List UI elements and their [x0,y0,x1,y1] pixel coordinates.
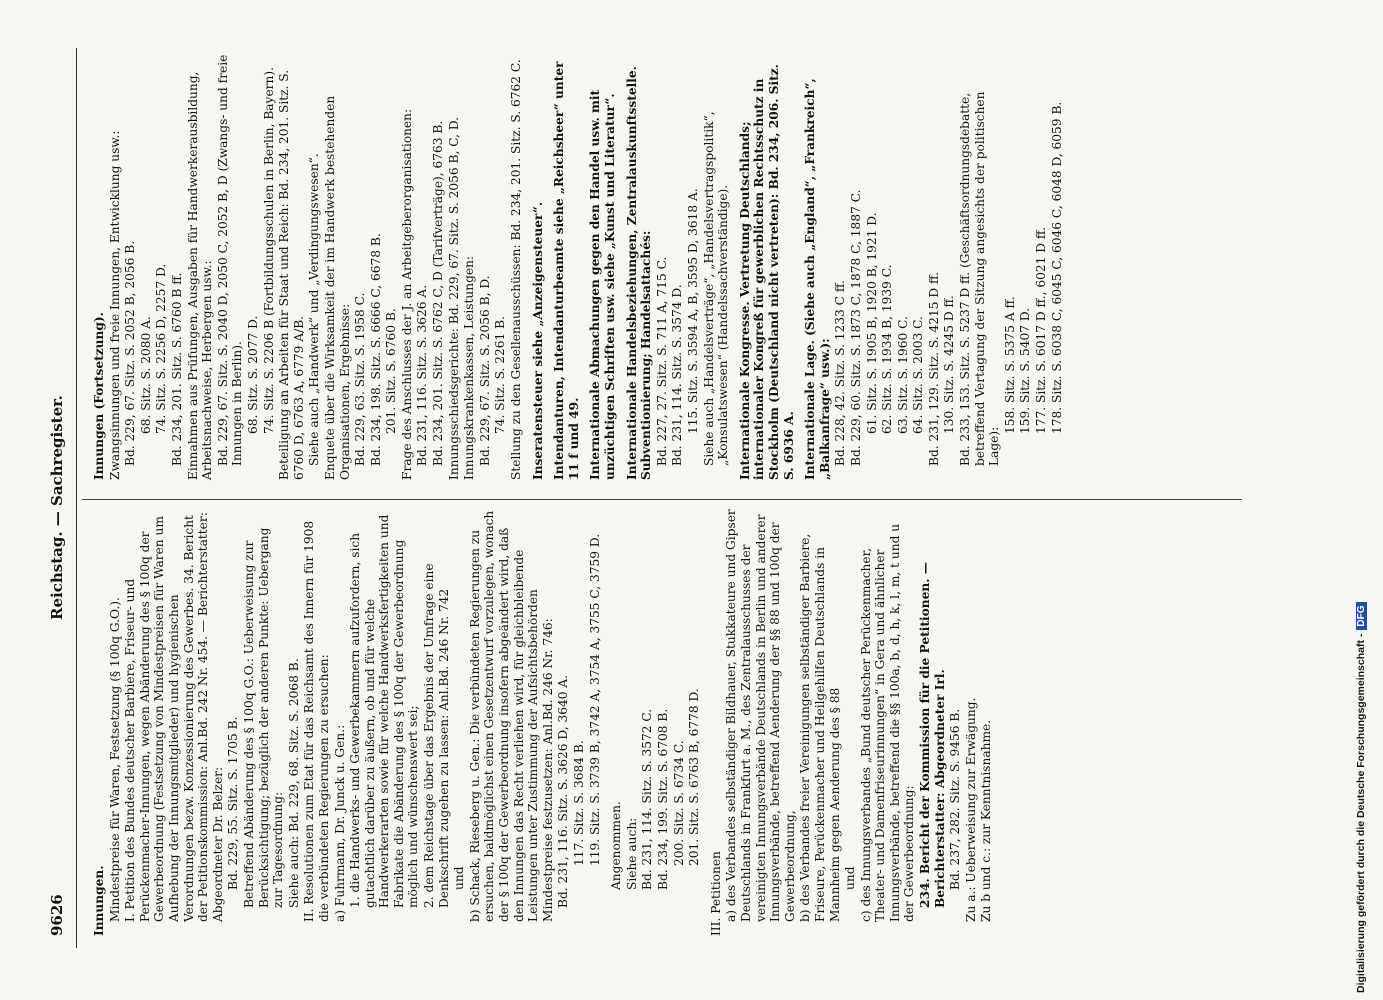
entry-text: b) Schack, Rieseberg u. Gen.: Die verbündeten Regierungen zu ersuchen, baldmöglichst einen Gesetzentwurf vorzulegen, wonach der § 100q der Gewerbeordnung insofern abgeändert wird, daß den Innungen das Recht verliehen wird, für gleichbleibende Leistungen unter Zustimmung der Aufsichtsbehörden Mindestpreise festzusetzen: Anl.Bd. 246 Nr. 746: [467,510,555,922]
entry-heading: Internationale Kongresse. Vertretung Deutschlands; internationaler Kongreß für gewerblichen Rechtsschutz in Stockholm (Deutschland nicht vertreten): Bd. 234, 206. Sitz. S. 6936 A. [737,64,796,480]
reference-line: 177. Sitz. S. 6017 D ff., 6021 D ff. [1034,226,1049,434]
reference-line: Bd. 231, 116. Sitz. S. 3626 A. [415,284,430,466]
entry-heading: Innungen (Fortsetzung). [92,312,106,480]
reference-line: 117. Sitz. S. 3684 B. [572,740,586,866]
entry-text: 2. dem Reichstage über das Ergebnis der Umfrage eine Denkschrift zugehen zu lassen: Anl.Bd. 246 Nr. 742 [422,563,451,908]
entry-text: Stellung zu den Gesellenausschüssen: Bd. 234, 201. Sitz. S. 6762 C. [509,59,524,480]
entry-text: Betreffend Abänderung des § 100q G.O.: Ueberweisung zur Berücksichtigung; bezüglich der anderen Punkte: Uebergang zur Tagesordnung: [241,527,286,908]
reference-line: 200. Sitz. S. 6734 C. [671,740,686,866]
entry-heading: Internationale Abmachungen gegen den Handel usw. mit unzüchtigen Schriften usw. siehe „Kunst und Literatur“. [588,89,617,480]
dfg-stamp-text [1355,8,1377,993]
reference-line: Bd. 237, 282. Sitz. S. 9456 B. [948,708,963,890]
entry-text: Zu b und c.: zur Kenntnisnahme. [979,719,994,922]
entry-text: Enquete über die Wirksamkeit der im Handwerk bestehenden Organisationen, Ergebnisse: [322,95,352,480]
entry-text: und [452,866,467,890]
page-header [28,0,64,1000]
reference-line: Bd. 231, 129. Sitz. S. 4215 D ff. [926,271,941,466]
left-column [92,506,995,936]
entry-heading: Inseratensteuer siehe „Anzeigensteuer“. [530,201,545,480]
reference-line: Bd. 231, 116. Sitz. S. 3626 D, 3640 A. [556,674,571,908]
entry-text: Innungskrankenkassen, Leistungen: [462,255,477,480]
entry-text: Mindestpreise für Waren, Festsetzung (§ 100q G.O.). [107,597,122,922]
reference-line: Bd. 228, 42. Sitz. S. 1233 C ff. [833,280,848,466]
reference-line: 63. Sitz. S. 1960 C. [895,316,910,434]
entry-heading: Internationale Handelsbeziehungen, Zentralauskunftsstelle. Subventionierung; Handelsattachés: [624,66,654,480]
page-number: 9626 [48,894,66,936]
entry-heading: Innungen. [92,865,106,936]
reference-line: Bd. 229, 55. Sitz. S. 1705 B. [226,716,241,890]
entry-text: 234. Bericht der Kommission für die Petitionen. — Berichterstatter: Abgeordneter Irl. [918,562,947,908]
entry-text: Innungsschiedsgerichte: Bd. 229, 67. Sitz. S. 2056 B, C, D. [446,116,461,480]
reference-line: Bd. 229, 60. Sitz. S. 1873 C, 1878 C, 1887 C. [848,189,863,466]
reference-line: Bd. 233, 153. Sitz. S. 5237 D ff. (Geschäftsordnungsdebatte, betreffend Vertagung der Sitzung angesichts der politischen Lage): [958,91,1002,466]
reference-line: 74. Sitz. S. 2256 D, 2257 D. [154,263,169,434]
dfg-funding-stamp [1355,8,1377,993]
reference-line: 68. Sitz. S. 2077 D. [245,315,260,434]
reference-line: 74. Sitz. S. 2206 B (Fortbildungsschulen in Berlin, Bayern). [261,67,276,434]
entry-text: II. Resolutionen zum Etat für das Reichsamt des Innern für 1908 die verbündeten Regierungen zu ersuchen: [302,520,331,922]
entry-text: Angenommen. [609,801,624,890]
entry-text: c) des Innungsverbandes „Bund deutscher Perückenmacher, Theater- und Damenfriseurinnungen“ in Gera und ähnlicher Innungsverbände, betreffend die §§ 100a, b, d, h, k, l, m, t und u der Gewerbeordnung: [858,523,917,922]
entry-text: Siehe auch „Handelsverträge“, „Handelsvertragspolitik“, „Konsulatswesen“ (Handelssachverständige). [701,111,731,466]
entry-text: a) Fuhrmann, Dr. Junck u. Gen.: [332,724,347,922]
reference-line: 178. Sitz. S. 6038 C, 6045 C, 6046 C, 6048 D, 6059 B. [1049,101,1064,434]
dfg-logo: DFG [1356,603,1367,630]
reference-line: Bd. 234, 199. Sitz. S. 6708 B. [655,708,670,890]
header-rule [76,48,77,948]
reference-line: 62. Sitz. S. 1934 B, 1939 C. [880,264,895,434]
reference-line: 115. Sitz. S. 3594 A, B, 3595 D, 3618 A. [685,188,700,434]
reference-line: 158. Sitz. S. 5375 A ff. [1002,296,1017,434]
reference-line: 61. Sitz. S. 1905 B, 1920 B, 1921 D. [864,212,879,434]
reference-line: 64. Sitz. S. 2003 C. [911,316,926,434]
reference-line: Bd. 229, 67. Sitz. S. 2040 D, 2050 C, 2052 B, D (Zwangs- und freie Innungen in Berlin). [215,54,245,466]
reference-line: Bd. 229, 67. Sitz. S. 2056 B, D. [477,275,492,466]
entry-text: Siehe auch: [624,817,639,890]
reference-line: 130. Sitz. S. 4245 D ff. [942,295,957,434]
reference-line: Bd. 229, 63. Sitz. S. 1958 C. [353,292,368,466]
entry-text: Zwangsinnungen und freie Innungen, Entwicklung usw.: [107,130,122,480]
dfg-stamp-label: Digitalisierung gefördert durch die Deutsche Forschungsgemeinschaft - [1355,633,1367,993]
entry-text: III. Petitionen [708,851,723,936]
reference-line: Bd. 231, 114. Sitz. S. 3574 D. [670,284,685,466]
entry-text: Siehe auch „Handwerk“ und „Verdingungswesen“. [307,153,322,466]
entry-text: Einnahmen aus Prüfungen, Ausgaben für Handwerkerausbildung, Arbeitsnachweise, Herbergen usw.: [185,71,215,480]
reference-line: 159. Sitz. S. 5407 D. [1018,307,1033,434]
reference-line: 119. Sitz. S. 3739 B, 3742 A, 3754 A, 3755 C, 3759 D. [587,533,602,866]
entry-text: 1. die Handwerks- und Gewerbekammern aufzufordern, sich gutachtlich darüber zu äußern, ob und für welche Handwerkerarten sowie für welche Handwerksfertigkeiten und Fabrikate die Abänderung des § 100q der Gewerbeordnung möglich und wünschenswert sei; [348,514,421,908]
reference-line: 201. Sitz. S. 6760 B. [384,308,399,434]
reference-line: 68. Sitz. S. 2080 A. [138,316,153,434]
running-title: Reichstag. — Sachregister. [48,395,66,620]
right-column [92,50,1065,480]
reference-line: 74. Sitz. S. 2261 B. [493,316,508,434]
column-divider [82,499,1242,500]
entry-text: Zu a.: Ueberweisung zur Erwägung. [963,697,978,922]
entry-text: b) des Verbandes freier Vereinigungen selbständiger Barbiere, Friseure, Perückenmacher und Heilgehilfen Deutschlands in Mannheim gegen Aenderung des § 88 [798,533,842,922]
reference-line: Bd. 231, 114. Sitz. S. 3572 C. [640,708,655,890]
entry-text: I. Petition des Bundes deutscher Barbiere, Friseur- und Perückenmacher-Innungen, wegen Abänderung des § 100q der Gewerbeordnung (Festsetzung von Mindestpreisen für Waren um Aufhebung der Innungsmitglieder) und hygienischen Verordnungen bezw. Konzessionierung des Gewerbes. 34. Bericht der Petitionskommission: Anl.Bd. 242 Nr. 454. — Berichterstatter: Abgeordneter Dr. Belzer: [123,512,225,922]
entry-text: Beteiligung an Arbeiten für Staat und Reich: Bd. 234, 201. Sitz. S. 6760 D, 6763 A, 6779 A/B. [277,69,306,480]
entry-text: a) des Verbandes selbständiger Bildhauer, Stukkateure und Gipser Deutschlands in Frankfurt a. M., des Zentralausschusses der vereinigten Innungsverbände Deutschlands in Berlin und anderer Innungsverbände, betreffend Aenderung der §§ 88 und 100q der Gewerbeordnung, [724,509,797,922]
reference-line: Bd. 229, 67. Sitz. S. 2052 B, 2056 B. [123,240,138,466]
entry-heading: Intendanturen, Intendanturbeamte siehe „Reichsheer“ unter 11 f und 49. [552,61,581,480]
reference-line: 201. Sitz. S. 6763 B, 6778 D. [687,688,702,866]
reference-line: Bd. 227, 27. Sitz. S. 711 A, 715 C. [654,256,669,466]
reference-line: Siehe auch: Bd. 229, 68. Sitz. S. 2068 B. [286,658,301,908]
reference-line: Bd. 234, 201. Sitz. S. 6762 C, D (Tarifverträge), 6763 B. [431,120,446,466]
reference-line: Bd. 234, 198. Sitz. S. 6666 C, 6678 B. [368,233,383,466]
entry-text: und [843,866,858,890]
reference-line: Bd. 234, 201. Sitz. S. 6760 B ff. [169,272,184,466]
entry-heading: Internationale Lage. (Siehe auch „England“, „Frankreich“, „Balkanfrage“ usw.): [803,78,832,480]
entry-text: Frage des Anschlusses der J. an Arbeitgeberorganisationen: [399,108,414,480]
